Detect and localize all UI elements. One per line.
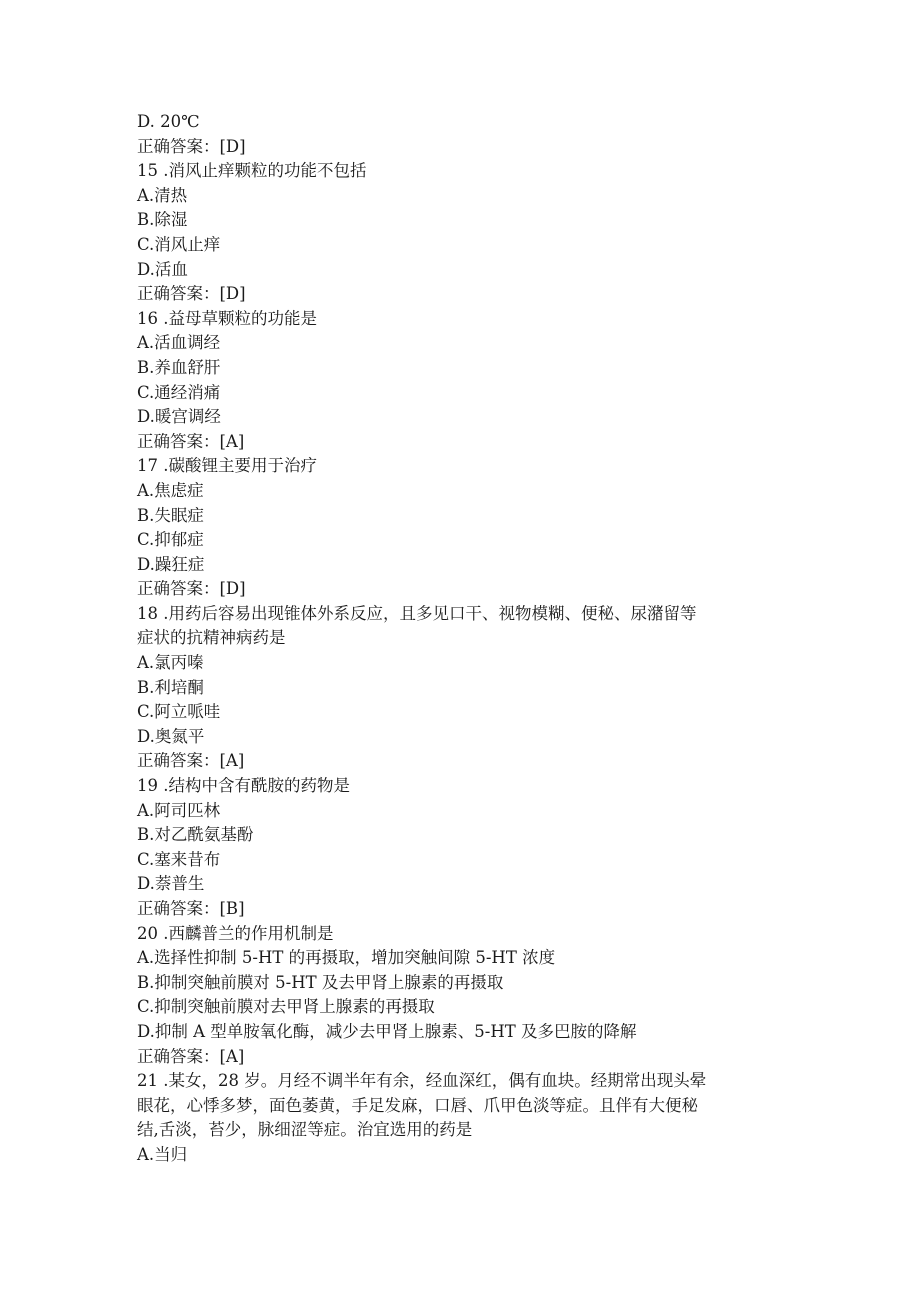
option-line: A.清热 <box>137 185 188 205</box>
answer-line: 正确答案：[D] <box>137 284 246 304</box>
option-line: A.选择性抑制 5-HT 的再摄取，增加突触间隙 5-HT 浓度 <box>137 948 556 968</box>
option-line: C.消风止痒 <box>137 234 221 254</box>
option-line: B.对乙酰氨基酚 <box>137 825 254 845</box>
option-line: B.利培酮 <box>137 677 204 697</box>
question-line: 症状的抗精神病药是 <box>137 628 286 648</box>
answer-line: 正确答案：[A] <box>137 431 245 451</box>
question-line: 19 .结构中含有酰胺的药物是 <box>137 776 350 796</box>
option-line: C.抑郁症 <box>137 530 204 550</box>
option-line: A.氯丙嗪 <box>137 653 204 673</box>
answer-line: 正确答案：[D] <box>137 136 246 156</box>
option-line: A.当归 <box>137 1144 188 1164</box>
option-line: A.焦虑症 <box>137 480 204 500</box>
option-line: D.活血 <box>137 259 188 279</box>
option-line: C.塞来昔布 <box>137 849 221 869</box>
option-line: C.抑制突触前膜对去甲肾上腺素的再摄取 <box>137 997 435 1017</box>
question-line: 18 .用药后容易出现锥体外系反应，且多见口干、视物模糊、便秘、尿潴留等 <box>137 603 697 623</box>
question-line: 17 .碳酸锂主要用于治疗 <box>137 456 317 476</box>
option-line: B.除湿 <box>137 210 188 230</box>
option-line: B.养血舒肝 <box>137 357 221 377</box>
answer-line: 正确答案：[A] <box>137 751 245 771</box>
answer-line: 正确答案：[B] <box>137 899 245 918</box>
answer-line: 正确答案：[D] <box>137 579 246 599</box>
question-line: 15 .消风止痒颗粒的功能不包括 <box>137 161 367 181</box>
option-line: D.暖宫调经 <box>137 407 221 427</box>
document-page <box>137 110 787 1168</box>
answer-line: 正确答案：[A] <box>137 1046 245 1066</box>
option-line: A.阿司匹林 <box>137 800 221 820</box>
question-line: 20 .西麟普兰的作用机制是 <box>137 923 334 943</box>
option-line: C.通经消痛 <box>137 382 221 402</box>
option-line: D. 20℃ <box>137 112 200 131</box>
question-line: 16 .益母草颗粒的功能是 <box>137 308 317 328</box>
option-line: D.躁狂症 <box>137 554 205 574</box>
option-line: B.抑制突触前膜对 5-HT 及去甲肾上腺素的再摄取 <box>137 972 504 992</box>
question-line: 结,舌淡，苔少，脉细涩等症。治宜选用的药是 <box>137 1120 473 1140</box>
option-line: A.活血调经 <box>137 333 221 353</box>
option-line: D.萘普生 <box>137 874 205 894</box>
option-line: D.抑制 A 型单胺氧化酶，减少去甲肾上腺素、5-HT 及多巴胺的降解 <box>137 1021 637 1041</box>
option-line: C.阿立哌哇 <box>137 702 221 722</box>
question-line: 眼花，心悸多梦，面色萎黄，手足发麻，口唇、爪甲色淡等症。且伴有大便秘 <box>137 1095 698 1115</box>
option-line: B.失眠症 <box>137 505 204 525</box>
question-line: 21 .某女，28 岁。月经不调半年有余，经血深红，偶有血块。经期常出现头晕 <box>137 1071 707 1091</box>
option-line: D.奥氮平 <box>137 726 205 746</box>
